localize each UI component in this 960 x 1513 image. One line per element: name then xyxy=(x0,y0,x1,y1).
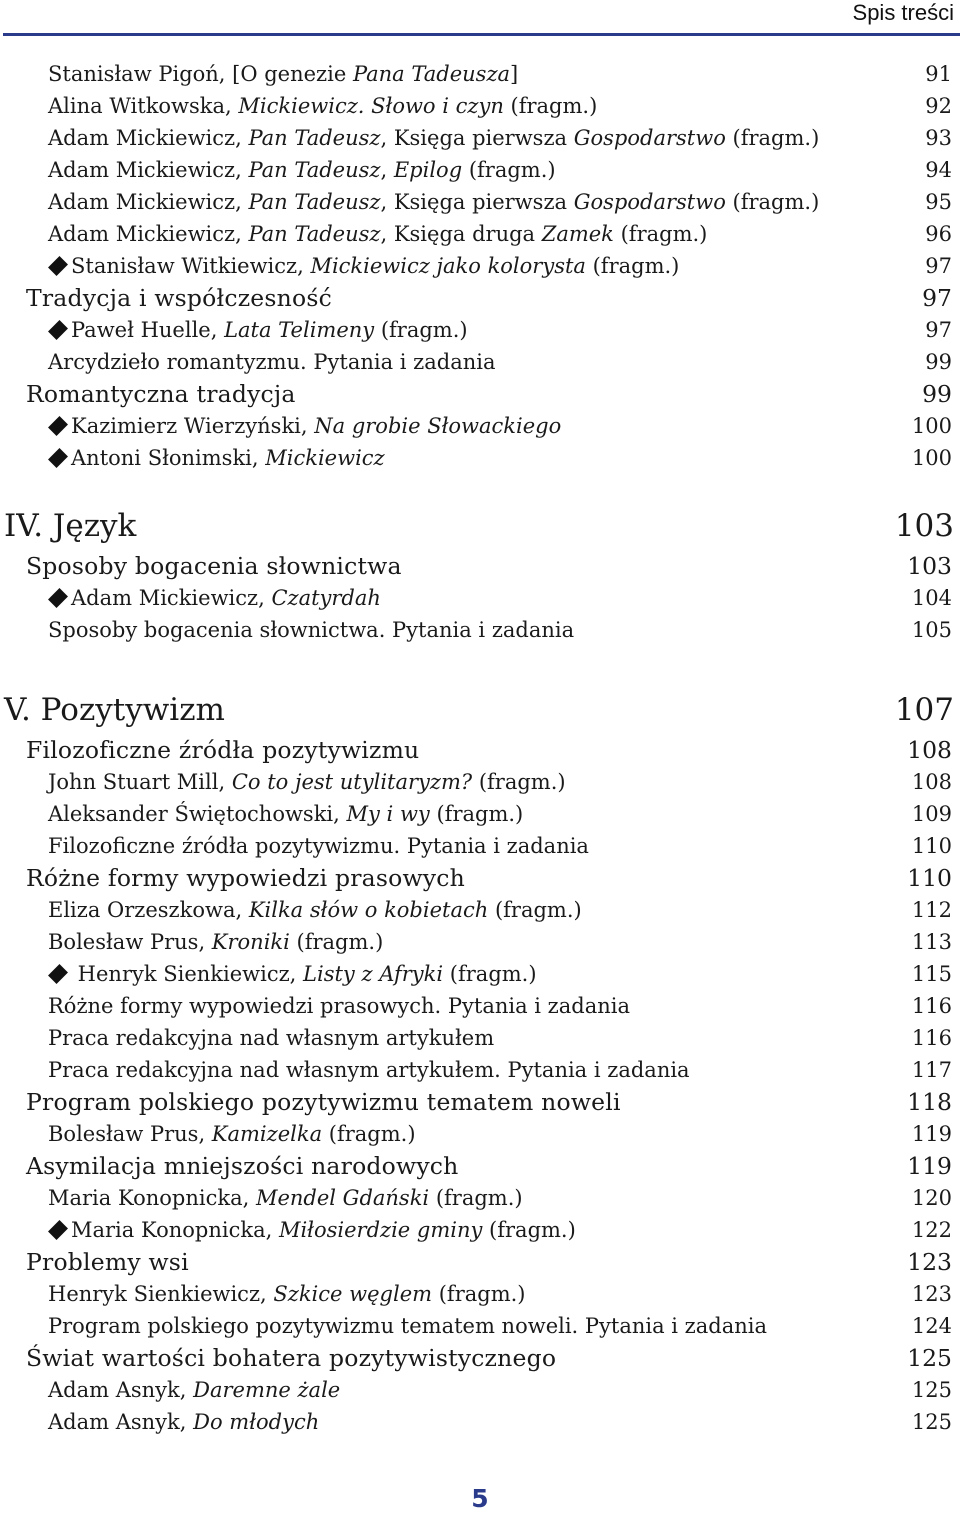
toc-page-number: 123 xyxy=(911,1282,952,1306)
toc-page-number: 119 xyxy=(907,1152,952,1180)
toc-entry-title xyxy=(48,1054,690,1086)
toc-entry xyxy=(0,90,960,122)
toc-entry-work-title: Miłosierdzie gminy xyxy=(278,1218,483,1242)
toc-entry-work-title: Co to jest utylitaryzm? xyxy=(231,770,473,794)
toc-entry-work-title: Pana Tadeusza xyxy=(352,62,511,86)
toc-entry-work-title: Kroniki xyxy=(211,930,290,954)
toc-entry-work-title: Szkice węglem xyxy=(273,1282,433,1306)
toc-entry-text: (fragm.) xyxy=(443,962,537,986)
toc-entry xyxy=(0,122,960,154)
toc-entry-text: (fragm.) xyxy=(472,770,566,794)
toc-entry-text: Tradycja i współczesność xyxy=(26,284,332,312)
toc-page-number: 103 xyxy=(894,508,954,544)
toc-section xyxy=(0,734,960,766)
toc-entry-title xyxy=(48,154,556,186)
toc-page-number: 109 xyxy=(911,802,952,826)
toc-entry-text: Stanisław Pigoń, [O genezie xyxy=(48,62,353,86)
toc-page-number: 94 xyxy=(925,158,952,182)
toc-entry-title xyxy=(48,58,518,90)
toc-entry-work-title: Daremne żale xyxy=(193,1378,341,1402)
diamond-bullet-icon xyxy=(48,416,68,436)
toc-entry-text: Maria Konopnicka, xyxy=(71,1218,279,1242)
header-rule xyxy=(3,33,960,36)
toc-entry-text: Różne formy wypowiedzi prasowych. Pytania i zadania xyxy=(48,994,630,1018)
toc-entry-text: Stanisław Witkiewicz, xyxy=(71,254,311,278)
toc-entry xyxy=(0,582,960,614)
toc-page-number: 107 xyxy=(894,692,954,728)
toc-entry xyxy=(0,410,960,442)
toc-entry-title xyxy=(26,1086,621,1118)
toc-entry-text: Henryk Sienkiewicz, xyxy=(48,1282,274,1306)
toc-entry-title xyxy=(48,926,383,958)
toc-section xyxy=(0,1150,960,1182)
toc-entry-title xyxy=(48,1278,525,1310)
toc-entry-text: (fragm.) xyxy=(289,930,384,954)
toc-entry-text: Filozoficzne źródła pozytywizmu xyxy=(26,736,420,764)
toc-entry xyxy=(0,250,960,282)
toc-entry-text: Paweł Huelle, xyxy=(71,318,225,342)
toc-section xyxy=(0,282,960,314)
toc-page-number: 100 xyxy=(911,446,952,470)
toc-page-number: 112 xyxy=(911,898,952,922)
toc-entry-title xyxy=(48,1182,523,1214)
toc-entry-work-title: Na grobie Słowackiego xyxy=(314,414,562,438)
toc-page-number: 118 xyxy=(907,1088,952,1116)
toc-entry xyxy=(0,1278,960,1310)
toc-entry-title xyxy=(48,958,537,990)
diamond-bullet-icon xyxy=(48,320,68,340)
toc-page-number: 95 xyxy=(925,190,952,214)
toc-page-number: 97 xyxy=(925,318,952,342)
toc-entry-title xyxy=(48,1022,494,1054)
toc-entry-text: Arcydzieło romantyzmu. Pytania i zadania xyxy=(48,350,496,374)
toc-entry-text: Adam Asnyk, xyxy=(48,1378,194,1402)
toc-entry-work-title: Do młodych xyxy=(193,1410,320,1434)
toc-page-number: 110 xyxy=(907,864,952,892)
toc-entry-text: Sposoby bogacenia słownictwa. Pytania i zadania xyxy=(48,618,575,642)
toc-entry-title xyxy=(48,798,523,830)
toc-entry-text: Asymilacja mniejszości narodowych xyxy=(26,1152,459,1180)
toc-entry-title xyxy=(48,1406,319,1438)
toc-entry-text: (fragm.) xyxy=(429,802,524,826)
toc-entry xyxy=(0,218,960,250)
toc-entry-title xyxy=(48,410,561,442)
toc-entry-title xyxy=(48,894,582,926)
toc-entry xyxy=(0,186,960,218)
toc-entry-text: Filozoficzne źródła pozytywizmu. Pytania i zadania xyxy=(48,834,589,858)
toc-entry-work-title: Listy z Afryki xyxy=(303,962,444,986)
toc-page-number: 125 xyxy=(911,1378,952,1402)
toc-entry-text: Antoni Słonimski, xyxy=(71,446,266,470)
toc-entry xyxy=(0,58,960,90)
toc-page-number: 91 xyxy=(925,62,952,86)
toc-entry xyxy=(0,154,960,186)
toc-section xyxy=(0,1246,960,1278)
toc-entry-work-title: Pan Tadeusz xyxy=(248,222,381,246)
toc-page-number: 125 xyxy=(911,1410,952,1434)
toc-entry-text: Świat wartości bohatera pozytywistycznego xyxy=(26,1344,557,1372)
toc-entry-text: (fragm.) xyxy=(322,1122,416,1146)
toc-entry xyxy=(0,1374,960,1406)
toc-entry-text: (fragm.) xyxy=(585,254,680,278)
toc-entry-title xyxy=(26,734,419,766)
toc-entry-text: Romantyczna tradycja xyxy=(26,380,296,408)
toc-entry xyxy=(0,1214,960,1246)
toc-entry-text: Alina Witkowska, xyxy=(48,94,239,118)
toc-entry-title xyxy=(48,1118,416,1150)
toc-entry-title xyxy=(48,314,468,346)
toc-entry-text: Program polskiego pozytywizmu tematem noweli. Pytania i zadania xyxy=(48,1314,767,1338)
toc-entry xyxy=(0,958,960,990)
toc-page-number: 116 xyxy=(911,1026,952,1050)
toc-entry-text: Adam Mickiewicz, xyxy=(48,158,249,182)
toc-page-number: 124 xyxy=(911,1314,952,1338)
toc-entry-text: Adam Asnyk, xyxy=(48,1410,194,1434)
toc-entry-work-title: Pan Tadeusz xyxy=(248,190,381,214)
diamond-bullet-icon xyxy=(48,448,68,468)
page-number: 5 xyxy=(471,1484,489,1513)
toc-entry-title xyxy=(4,502,136,550)
toc-entry-text: , xyxy=(380,158,394,182)
toc-entry-work-title: Pan Tadeusz xyxy=(248,126,381,150)
toc-entry-text: , Księga druga xyxy=(380,222,542,246)
toc-entry-text: IV. Język xyxy=(4,508,137,544)
toc-entry-text: Program polskiego pozytywizmu tematem noweli xyxy=(26,1088,621,1116)
toc-page-number: 116 xyxy=(911,994,952,1018)
toc-entry-text: ] xyxy=(510,62,519,86)
toc-entry-text: Różne formy wypowiedzi prasowych xyxy=(26,864,465,892)
toc-entry-text: (fragm.) xyxy=(613,222,708,246)
toc-page-number: 105 xyxy=(911,618,952,642)
toc-entry-title xyxy=(48,250,679,282)
diamond-bullet-icon xyxy=(48,964,68,984)
toc-entry xyxy=(0,1054,960,1086)
toc-page-number: 125 xyxy=(907,1344,952,1372)
toc-entry xyxy=(0,990,960,1022)
toc-page-number: 123 xyxy=(907,1248,952,1276)
table-of-contents xyxy=(0,58,960,1438)
toc-page-number: 103 xyxy=(907,552,952,580)
toc-page-number: 110 xyxy=(911,834,952,858)
toc-entry-title xyxy=(48,346,496,378)
toc-entry-text: Henryk Sienkiewicz, xyxy=(71,962,304,986)
toc-entry-text: John Stuart Mill, xyxy=(48,770,232,794)
toc-page-number: 104 xyxy=(911,586,952,610)
toc-section xyxy=(0,1086,960,1118)
toc-entry-title xyxy=(48,218,707,250)
toc-entry-text: Adam Mickiewicz, xyxy=(48,126,249,150)
toc-page-number: 97 xyxy=(922,284,952,312)
toc-chapter xyxy=(0,686,960,734)
toc-entry-title xyxy=(48,990,630,1022)
toc-entry-text: (fragm.) xyxy=(725,126,820,150)
toc-entry-work-title: Mickiewicz xyxy=(265,446,385,470)
toc-entry-text: (fragm.) xyxy=(374,318,468,342)
toc-entry-work-title: Lata Telimeny xyxy=(224,318,375,342)
toc-entry-text: (fragm.) xyxy=(503,94,598,118)
toc-entry-title xyxy=(48,1310,767,1342)
diamond-bullet-icon xyxy=(48,1220,68,1240)
toc-entry xyxy=(0,614,960,646)
toc-entry-text: , Księga pierwsza xyxy=(380,190,574,214)
section-spacer xyxy=(0,646,960,686)
toc-entry-text: Eliza Orzeszkowa, xyxy=(48,898,249,922)
toc-page-number: 120 xyxy=(911,1186,952,1210)
toc-entry-text: (fragm.) xyxy=(432,1282,526,1306)
toc-page-number: 96 xyxy=(925,222,952,246)
toc-entry-title xyxy=(48,90,597,122)
toc-page-number: 92 xyxy=(925,94,952,118)
toc-entry-work-title: Zamek xyxy=(541,222,614,246)
toc-entry-title xyxy=(26,1246,189,1278)
toc-section xyxy=(0,378,960,410)
toc-entry xyxy=(0,1182,960,1214)
toc-entry-text: Bolesław Prus, xyxy=(48,930,212,954)
running-header-title: Spis treści xyxy=(852,0,954,25)
toc-entry-text: (fragm.) xyxy=(488,898,582,922)
toc-entry xyxy=(0,766,960,798)
toc-entry-text: Kazimierz Wierzyński, xyxy=(71,414,315,438)
toc-entry-title xyxy=(48,582,381,614)
diamond-bullet-icon xyxy=(48,588,68,608)
toc-entry-text: Maria Konopnicka, xyxy=(48,1186,256,1210)
toc-entry-text: Adam Mickiewicz, xyxy=(48,222,249,246)
toc-entry-work-title: Czatyrdah xyxy=(271,586,381,610)
toc-chapter xyxy=(0,502,960,550)
toc-entry-work-title: Gospodarstwo xyxy=(573,126,726,150)
toc-entry xyxy=(0,314,960,346)
toc-section xyxy=(0,862,960,894)
toc-entry-title xyxy=(4,686,225,734)
toc-page-number: 99 xyxy=(925,350,952,374)
toc-entry-work-title: Mickiewicz jako kolorysta xyxy=(310,254,586,278)
toc-entry xyxy=(0,1406,960,1438)
toc-page-number: 119 xyxy=(911,1122,952,1146)
toc-entry xyxy=(0,926,960,958)
toc-entry-title xyxy=(26,1150,459,1182)
toc-page-number: 108 xyxy=(911,770,952,794)
toc-entry xyxy=(0,830,960,862)
toc-entry-work-title: Kamizelka xyxy=(211,1122,323,1146)
toc-entry xyxy=(0,798,960,830)
toc-entry-title xyxy=(26,282,332,314)
toc-page-number: 100 xyxy=(911,414,952,438)
toc-entry-text: (fragm.) xyxy=(482,1218,576,1242)
toc-page-number: 93 xyxy=(925,126,952,150)
toc-entry-text: Praca redakcyjna nad własnym artykułem xyxy=(48,1026,495,1050)
toc-entry-title xyxy=(26,550,402,582)
toc-page-number: 108 xyxy=(907,736,952,764)
diamond-bullet-icon xyxy=(48,256,68,276)
toc-entry-text: (fragm.) xyxy=(725,190,820,214)
toc-entry-work-title: My i wy xyxy=(346,802,430,826)
toc-entry-title xyxy=(48,186,819,218)
toc-entry-title xyxy=(48,830,589,862)
toc-page-number: 122 xyxy=(911,1218,952,1242)
toc-entry-work-title: Gospodarstwo xyxy=(573,190,726,214)
toc-page-number: 117 xyxy=(911,1058,952,1082)
toc-entry-title xyxy=(48,1214,576,1246)
toc-entry-text: (fragm.) xyxy=(462,158,556,182)
toc-entry xyxy=(0,894,960,926)
toc-entry xyxy=(0,1022,960,1054)
toc-entry-text: Sposoby bogacenia słownictwa xyxy=(26,552,402,580)
toc-entry-work-title: Mendel Gdański xyxy=(255,1186,430,1210)
toc-entry-work-title: Kilka słów o kobietach xyxy=(248,898,489,922)
toc-section xyxy=(0,1342,960,1374)
toc-page-number: 113 xyxy=(911,930,952,954)
toc-entry-text: V. Pozytywizm xyxy=(4,692,225,728)
toc-entry-text: Adam Mickiewicz, xyxy=(48,190,249,214)
toc-entry xyxy=(0,442,960,474)
toc-entry xyxy=(0,1310,960,1342)
toc-entry-text: Praca redakcyjna nad własnym artykułem. Pytania i zadania xyxy=(48,1058,690,1082)
toc-entry-title xyxy=(48,614,574,646)
toc-entry-work-title: Epilog xyxy=(393,158,463,182)
toc-entry-title xyxy=(48,766,566,798)
toc-entry-title xyxy=(26,862,465,894)
toc-entry-text: Bolesław Prus, xyxy=(48,1122,212,1146)
toc-entry-text: Problemy wsi xyxy=(26,1248,189,1276)
toc-page-number: 115 xyxy=(911,962,952,986)
toc-entry-text: , Księga pierwsza xyxy=(380,126,574,150)
toc-entry-title xyxy=(48,122,819,154)
toc-entry-text: (fragm.) xyxy=(429,1186,523,1210)
toc-page-number: 99 xyxy=(922,380,952,408)
toc-entry-title xyxy=(48,442,385,474)
toc-entry-title xyxy=(26,378,296,410)
toc-entry-text: Adam Mickiewicz, xyxy=(71,586,272,610)
toc-entry xyxy=(0,1118,960,1150)
toc-entry-work-title: Mickiewicz. Słowo i czyn xyxy=(238,94,504,118)
toc-entry-work-title: Pan Tadeusz xyxy=(248,158,381,182)
section-spacer xyxy=(0,474,960,502)
toc-section xyxy=(0,550,960,582)
toc-entry-text: Aleksander Świętochowski, xyxy=(48,802,347,826)
toc-page-number: 97 xyxy=(925,254,952,278)
toc-entry-title xyxy=(48,1374,340,1406)
toc-entry-title xyxy=(26,1342,556,1374)
toc-entry xyxy=(0,346,960,378)
